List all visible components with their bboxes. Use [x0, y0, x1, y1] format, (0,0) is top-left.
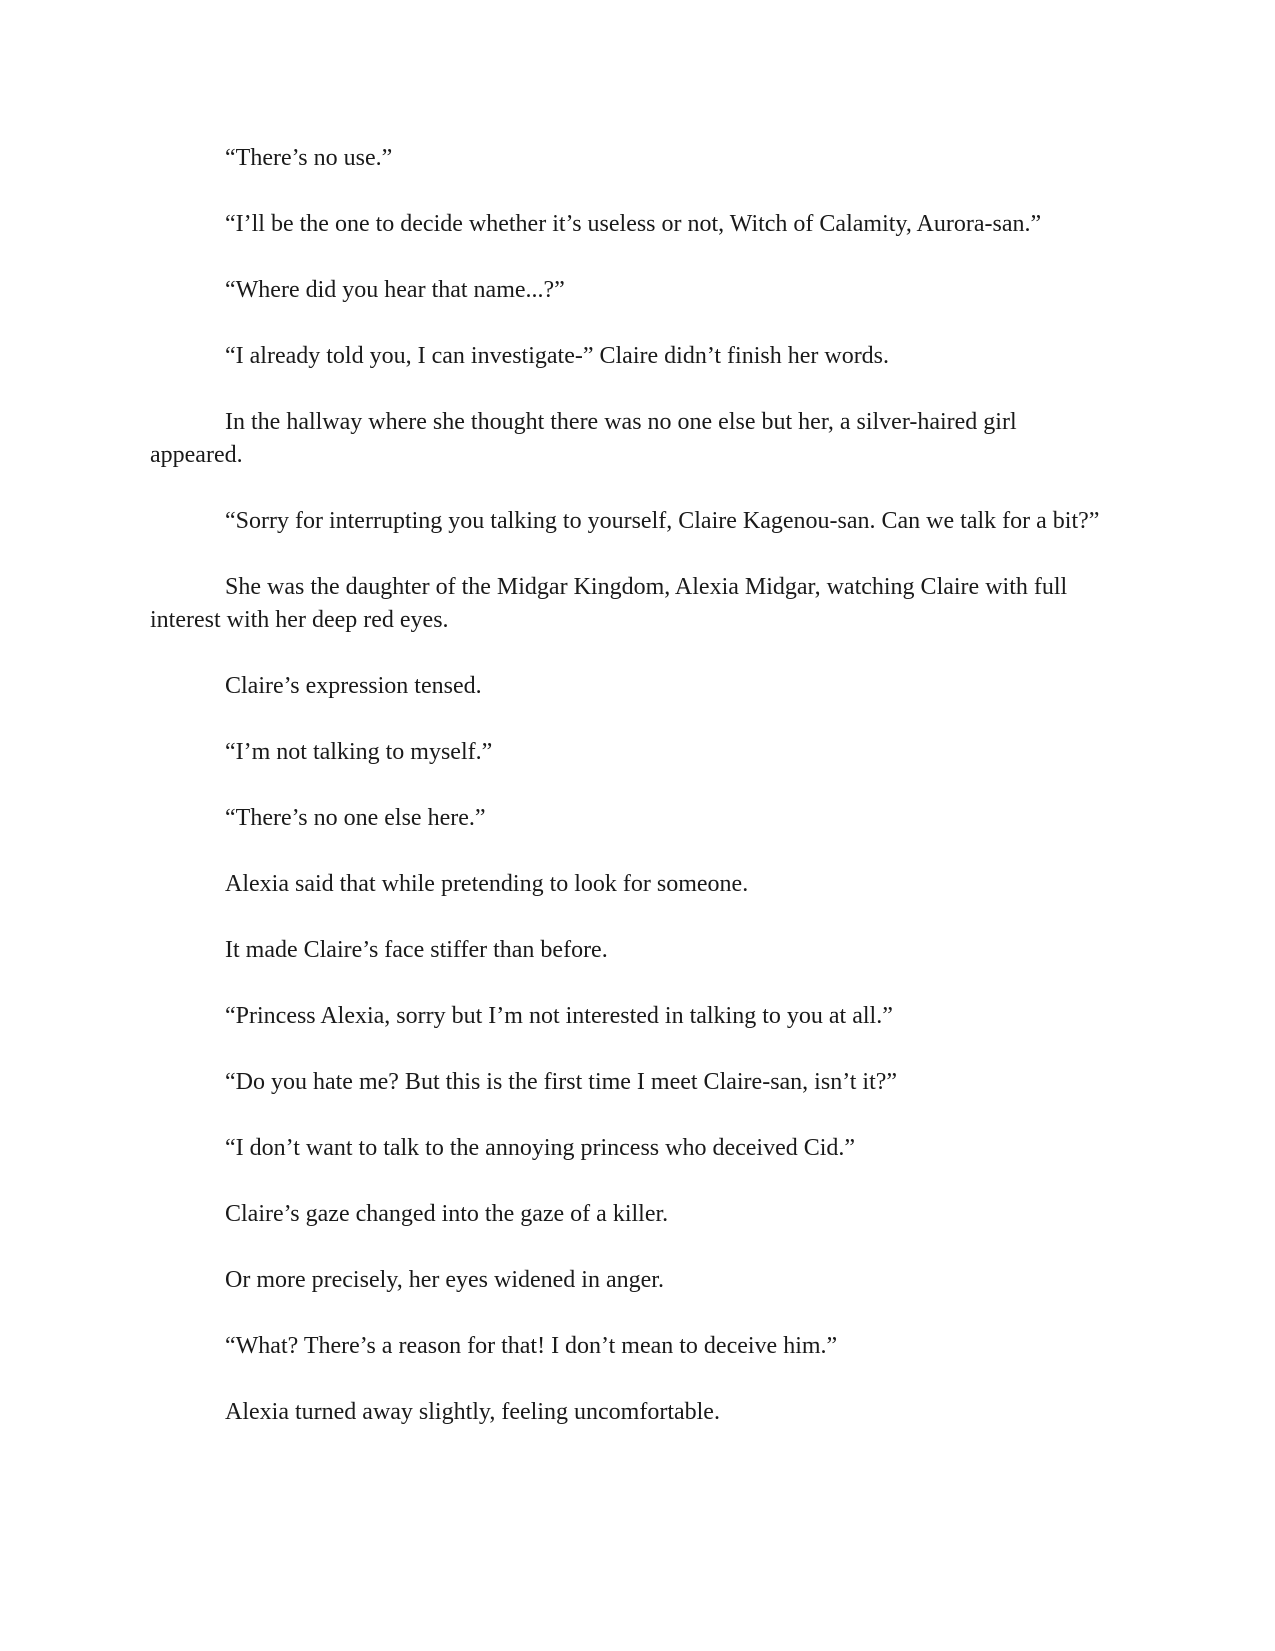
paragraph: It made Claire’s face stiffer than before. [225, 937, 608, 963]
paragraph: “There’s no use.” [225, 145, 393, 171]
paragraph: “I’ll be the one to decide whether it’s useless or not, Witch of Calamity, Aurora-san.” [225, 211, 1042, 237]
paragraph: Or more precisely, her eyes widened in anger. [225, 1267, 664, 1293]
paragraph: In the hallway where she thought there was no one else but her, a silver-haired girl appeared. [150, 409, 1017, 468]
paragraph: Alexia turned away slightly, feeling uncomfortable. [225, 1399, 720, 1425]
document-text-body [150, 142, 1100, 1462]
paragraph: She was the daughter of the Midgar Kingdom, Alexia Midgar, watching Claire with full interest with her deep red eyes. [150, 574, 1068, 633]
paragraph: “There’s no one else here.” [225, 805, 486, 831]
paragraph: “What? There’s a reason for that! I don’t mean to deceive him.” [225, 1333, 838, 1359]
paragraph: “I don’t want to talk to the annoying princess who deceived Cid.” [225, 1135, 856, 1161]
paragraph: Alexia said that while pretending to look for someone. [225, 871, 749, 897]
paragraph: “I’m not talking to myself.” [225, 739, 493, 765]
paragraph: “Sorry for interrupting you talking to yourself, Claire Kagenou-san. Can we talk for a bit?” [225, 508, 1100, 534]
paragraph: “Princess Alexia, sorry but I’m not interested in talking to you at all.” [225, 1003, 893, 1029]
paragraph: Claire’s gaze changed into the gaze of a killer. [225, 1201, 669, 1227]
paragraph: “Do you hate me? But this is the first time I meet Claire-san, isn’t it?” [225, 1069, 898, 1095]
paragraph: Claire’s expression tensed. [225, 673, 482, 699]
paragraph: “I already told you, I can investigate-” Claire didn’t finish her words. [225, 343, 890, 369]
paragraph: “Where did you hear that name...?” [225, 277, 565, 303]
